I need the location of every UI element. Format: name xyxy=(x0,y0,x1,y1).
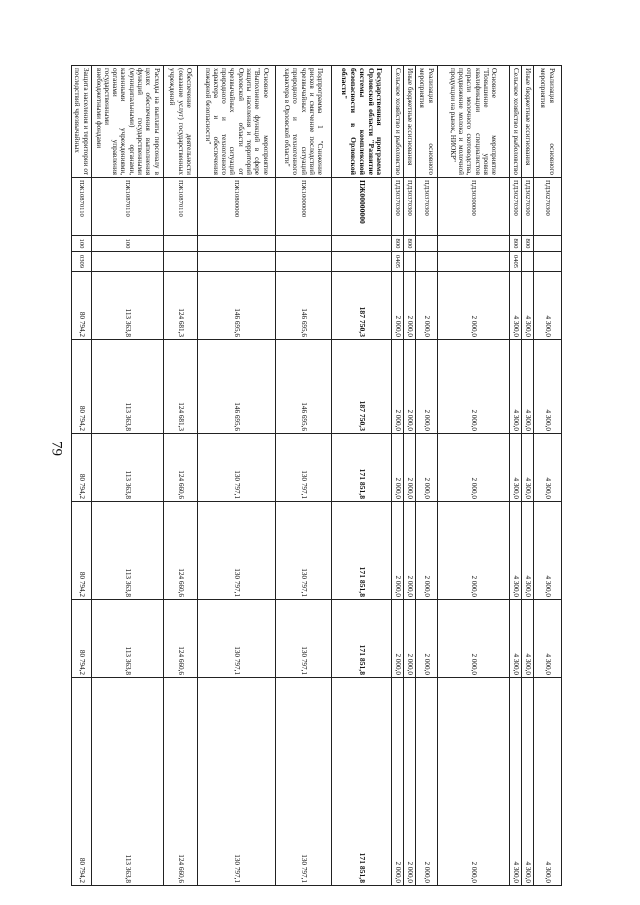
section-code xyxy=(534,252,562,272)
table-row xyxy=(332,66,392,886)
table-row xyxy=(534,66,562,886)
row-name: Основное мероприятие "Выполнение функций в сфере защиты населения и территорий Орловской области от чрезвычайных ситуаций природного и техногенного характера и обеспечения пожарной безопасности" xyxy=(198,66,276,178)
amount-6: 130 797,1 xyxy=(198,678,276,886)
amount-6: 4 300,0 xyxy=(510,678,522,886)
amount-6: 124 660,6 xyxy=(164,678,198,886)
expense-type: 100 xyxy=(72,236,92,252)
row-name: Подпрограмма 1 "Снижение рисков и смягчение последствий чрезвычайных ситуаций природного и техногенного характера в Орловской области" xyxy=(276,66,332,178)
amount-3: 4 300,0 xyxy=(522,434,534,502)
amount-2: 2 000,0 xyxy=(416,340,438,434)
expense-type: 800 xyxy=(392,236,404,252)
amount-4: 124 660,6 xyxy=(164,502,198,600)
amount-4: 113 363,8 xyxy=(92,502,164,600)
section-code xyxy=(92,252,164,272)
expense-type: 100 xyxy=(92,236,164,252)
amount-2: 4 300,0 xyxy=(534,340,562,434)
expense-type xyxy=(198,236,276,252)
amount-2: 124 681,3 xyxy=(164,340,198,434)
target-code: ПДЗ0300000 xyxy=(438,178,510,236)
amount-2: 113 363,8 xyxy=(92,340,164,434)
amount-3: 4 300,0 xyxy=(534,434,562,502)
amount-3: 2 000,0 xyxy=(404,434,416,502)
budget-table xyxy=(71,65,562,886)
expense-type xyxy=(276,236,332,252)
target-code: ПЖ10870110 xyxy=(92,178,164,236)
section-code xyxy=(332,252,392,272)
amount-1: 2 000,0 xyxy=(404,272,416,340)
amount-5: 130 797,1 xyxy=(276,600,332,678)
amount-4: 2 000,0 xyxy=(416,502,438,600)
section-code xyxy=(276,252,332,272)
amount-1: 80 794,2 xyxy=(72,272,92,340)
table-row xyxy=(392,66,404,886)
row-name: Расходы на выплаты персоналу в целях обеспечения выполнения функций государственными (муниципальными) органами, казенными учреждениями, органами управления государственными внебюджетными фондами xyxy=(92,66,164,178)
row-name: Защита населения и территории от последствий чрезвычайных xyxy=(72,66,92,178)
amount-6: 2 000,0 xyxy=(416,678,438,886)
amount-1: 124 681,3 xyxy=(164,272,198,340)
amount-4: 4 300,0 xyxy=(522,502,534,600)
table-row xyxy=(438,66,510,886)
amount-6: 2 000,0 xyxy=(438,678,510,886)
amount-3: 124 660,6 xyxy=(164,434,198,502)
amount-6: 2 000,0 xyxy=(404,678,416,886)
amount-3: 2 000,0 xyxy=(392,434,404,502)
amount-2: 4 300,0 xyxy=(522,340,534,434)
expense-type: 800 xyxy=(510,236,522,252)
amount-3: 171 851,8 xyxy=(332,434,392,502)
amount-3: 80 794,2 xyxy=(72,434,92,502)
amount-6: 2 000,0 xyxy=(392,678,404,886)
amount-4: 2 000,0 xyxy=(404,502,416,600)
table-body xyxy=(72,66,562,886)
amount-6: 4 300,0 xyxy=(534,678,562,886)
amount-5: 2 000,0 xyxy=(404,600,416,678)
target-code: ПДЗ0370300 xyxy=(404,178,416,236)
row-name: Сельское хозяйство и рыболовство xyxy=(392,66,404,178)
amount-4: 80 794,2 xyxy=(72,502,92,600)
amount-2: 146 695,6 xyxy=(198,340,276,434)
target-code: ПДЗ0370300 xyxy=(392,178,404,236)
amount-6: 80 794,2 xyxy=(72,678,92,886)
table-row xyxy=(92,66,164,886)
amount-1: 2 000,0 xyxy=(438,272,510,340)
amount-1: 146 695,6 xyxy=(276,272,332,340)
amount-3: 113 363,8 xyxy=(92,434,164,502)
expense-type xyxy=(332,236,392,252)
target-code: ПЖ10000000 xyxy=(276,178,332,236)
row-name: Обеспечение деятельности (оказание услуг) государственных учреждений xyxy=(164,66,198,178)
target-code: ПДЗ0370300 xyxy=(416,178,438,236)
expense-type xyxy=(416,236,438,252)
table-row xyxy=(276,66,332,886)
target-code: ПЖ10870110 xyxy=(72,178,92,236)
page-number: 79 xyxy=(48,441,65,456)
row-name: Реализация основного мероприятия xyxy=(534,66,562,178)
section-code xyxy=(416,252,438,272)
target-code: ПДЗ0270300 xyxy=(534,178,562,236)
section-code: 0309 xyxy=(72,252,92,272)
amount-2: 146 695,6 xyxy=(276,340,332,434)
table-row xyxy=(416,66,438,886)
amount-5: 80 794,2 xyxy=(72,600,92,678)
amount-1: 113 363,8 xyxy=(92,272,164,340)
table-row xyxy=(164,66,198,886)
amount-5: 113 363,8 xyxy=(92,600,164,678)
target-code: ПЖ10870110 xyxy=(164,178,198,236)
section-code xyxy=(198,252,276,272)
amount-1: 4 300,0 xyxy=(534,272,562,340)
amount-1: 2 000,0 xyxy=(392,272,404,340)
target-code: ПЖ10800000 xyxy=(198,178,276,236)
table-row xyxy=(522,66,534,886)
section-code: 0405 xyxy=(510,252,522,272)
row-name: Реализация основного мероприятия xyxy=(416,66,438,178)
table-row xyxy=(72,66,92,886)
row-name: Иные бюджетные ассигнования xyxy=(404,66,416,178)
amount-3: 130 797,1 xyxy=(276,434,332,502)
amount-4: 130 797,1 xyxy=(198,502,276,600)
amount-6: 4 300,0 xyxy=(522,678,534,886)
section-code xyxy=(438,252,510,272)
amount-6: 113 363,8 xyxy=(92,678,164,886)
section-code xyxy=(522,252,534,272)
target-code: ПЖ00000000 xyxy=(332,178,392,236)
amount-4: 171 851,8 xyxy=(332,502,392,600)
amount-2: 4 300,0 xyxy=(510,340,522,434)
amount-2: 2 000,0 xyxy=(404,340,416,434)
amount-4: 4 300,0 xyxy=(534,502,562,600)
table-row xyxy=(404,66,416,886)
expense-type xyxy=(438,236,510,252)
amount-3: 4 300,0 xyxy=(510,434,522,502)
row-name: Государственная программа Орловской области "Развитие системы комплексной безопасности в Орловской области" xyxy=(332,66,392,178)
amount-5: 2 000,0 xyxy=(438,600,510,678)
amount-3: 2 000,0 xyxy=(438,434,510,502)
section-code: 0405 xyxy=(392,252,404,272)
expense-type: 800 xyxy=(404,236,416,252)
amount-5: 124 660,6 xyxy=(164,600,198,678)
amount-2: 2 000,0 xyxy=(438,340,510,434)
amount-1: 4 300,0 xyxy=(510,272,522,340)
amount-1: 4 300,0 xyxy=(522,272,534,340)
amount-1: 187 750,3 xyxy=(332,272,392,340)
amount-3: 2 000,0 xyxy=(416,434,438,502)
target-code: ПДЗ0270300 xyxy=(522,178,534,236)
expense-type xyxy=(164,236,198,252)
amount-5: 4 300,0 xyxy=(522,600,534,678)
amount-6: 171 851,8 xyxy=(332,678,392,886)
amount-6: 130 797,1 xyxy=(276,678,332,886)
budget-table-container xyxy=(73,65,562,885)
amount-5: 2 000,0 xyxy=(392,600,404,678)
amount-2: 2 000,0 xyxy=(392,340,404,434)
amount-5: 4 300,0 xyxy=(534,600,562,678)
row-name: Сельское хозяйство и рыболовство xyxy=(510,66,522,178)
expense-type: 800 xyxy=(522,236,534,252)
amount-4: 4 300,0 xyxy=(510,502,522,600)
amount-3: 130 797,1 xyxy=(198,434,276,502)
table-row xyxy=(198,66,276,886)
amount-5: 171 851,8 xyxy=(332,600,392,678)
expense-type xyxy=(534,236,562,252)
target-code: ПДЗ0270300 xyxy=(510,178,522,236)
section-code xyxy=(164,252,198,272)
amount-5: 4 300,0 xyxy=(510,600,522,678)
row-name: Основное мероприятие "Повышение уровня квалификации специалистов отрасли молочного скотоводства, продвижение молока и молочной продукции на рынок, НИОКР" xyxy=(438,66,510,178)
amount-2: 187 750,3 xyxy=(332,340,392,434)
amount-5: 130 797,1 xyxy=(198,600,276,678)
amount-5: 2 000,0 xyxy=(416,600,438,678)
amount-1: 2 000,0 xyxy=(416,272,438,340)
amount-2: 80 794,2 xyxy=(72,340,92,434)
amount-4: 2 000,0 xyxy=(438,502,510,600)
table-row xyxy=(510,66,522,886)
section-code xyxy=(404,252,416,272)
amount-4: 130 797,1 xyxy=(276,502,332,600)
amount-4: 2 000,0 xyxy=(392,502,404,600)
amount-1: 146 695,6 xyxy=(198,272,276,340)
row-name: Иные бюджетные ассигнования xyxy=(522,66,534,178)
